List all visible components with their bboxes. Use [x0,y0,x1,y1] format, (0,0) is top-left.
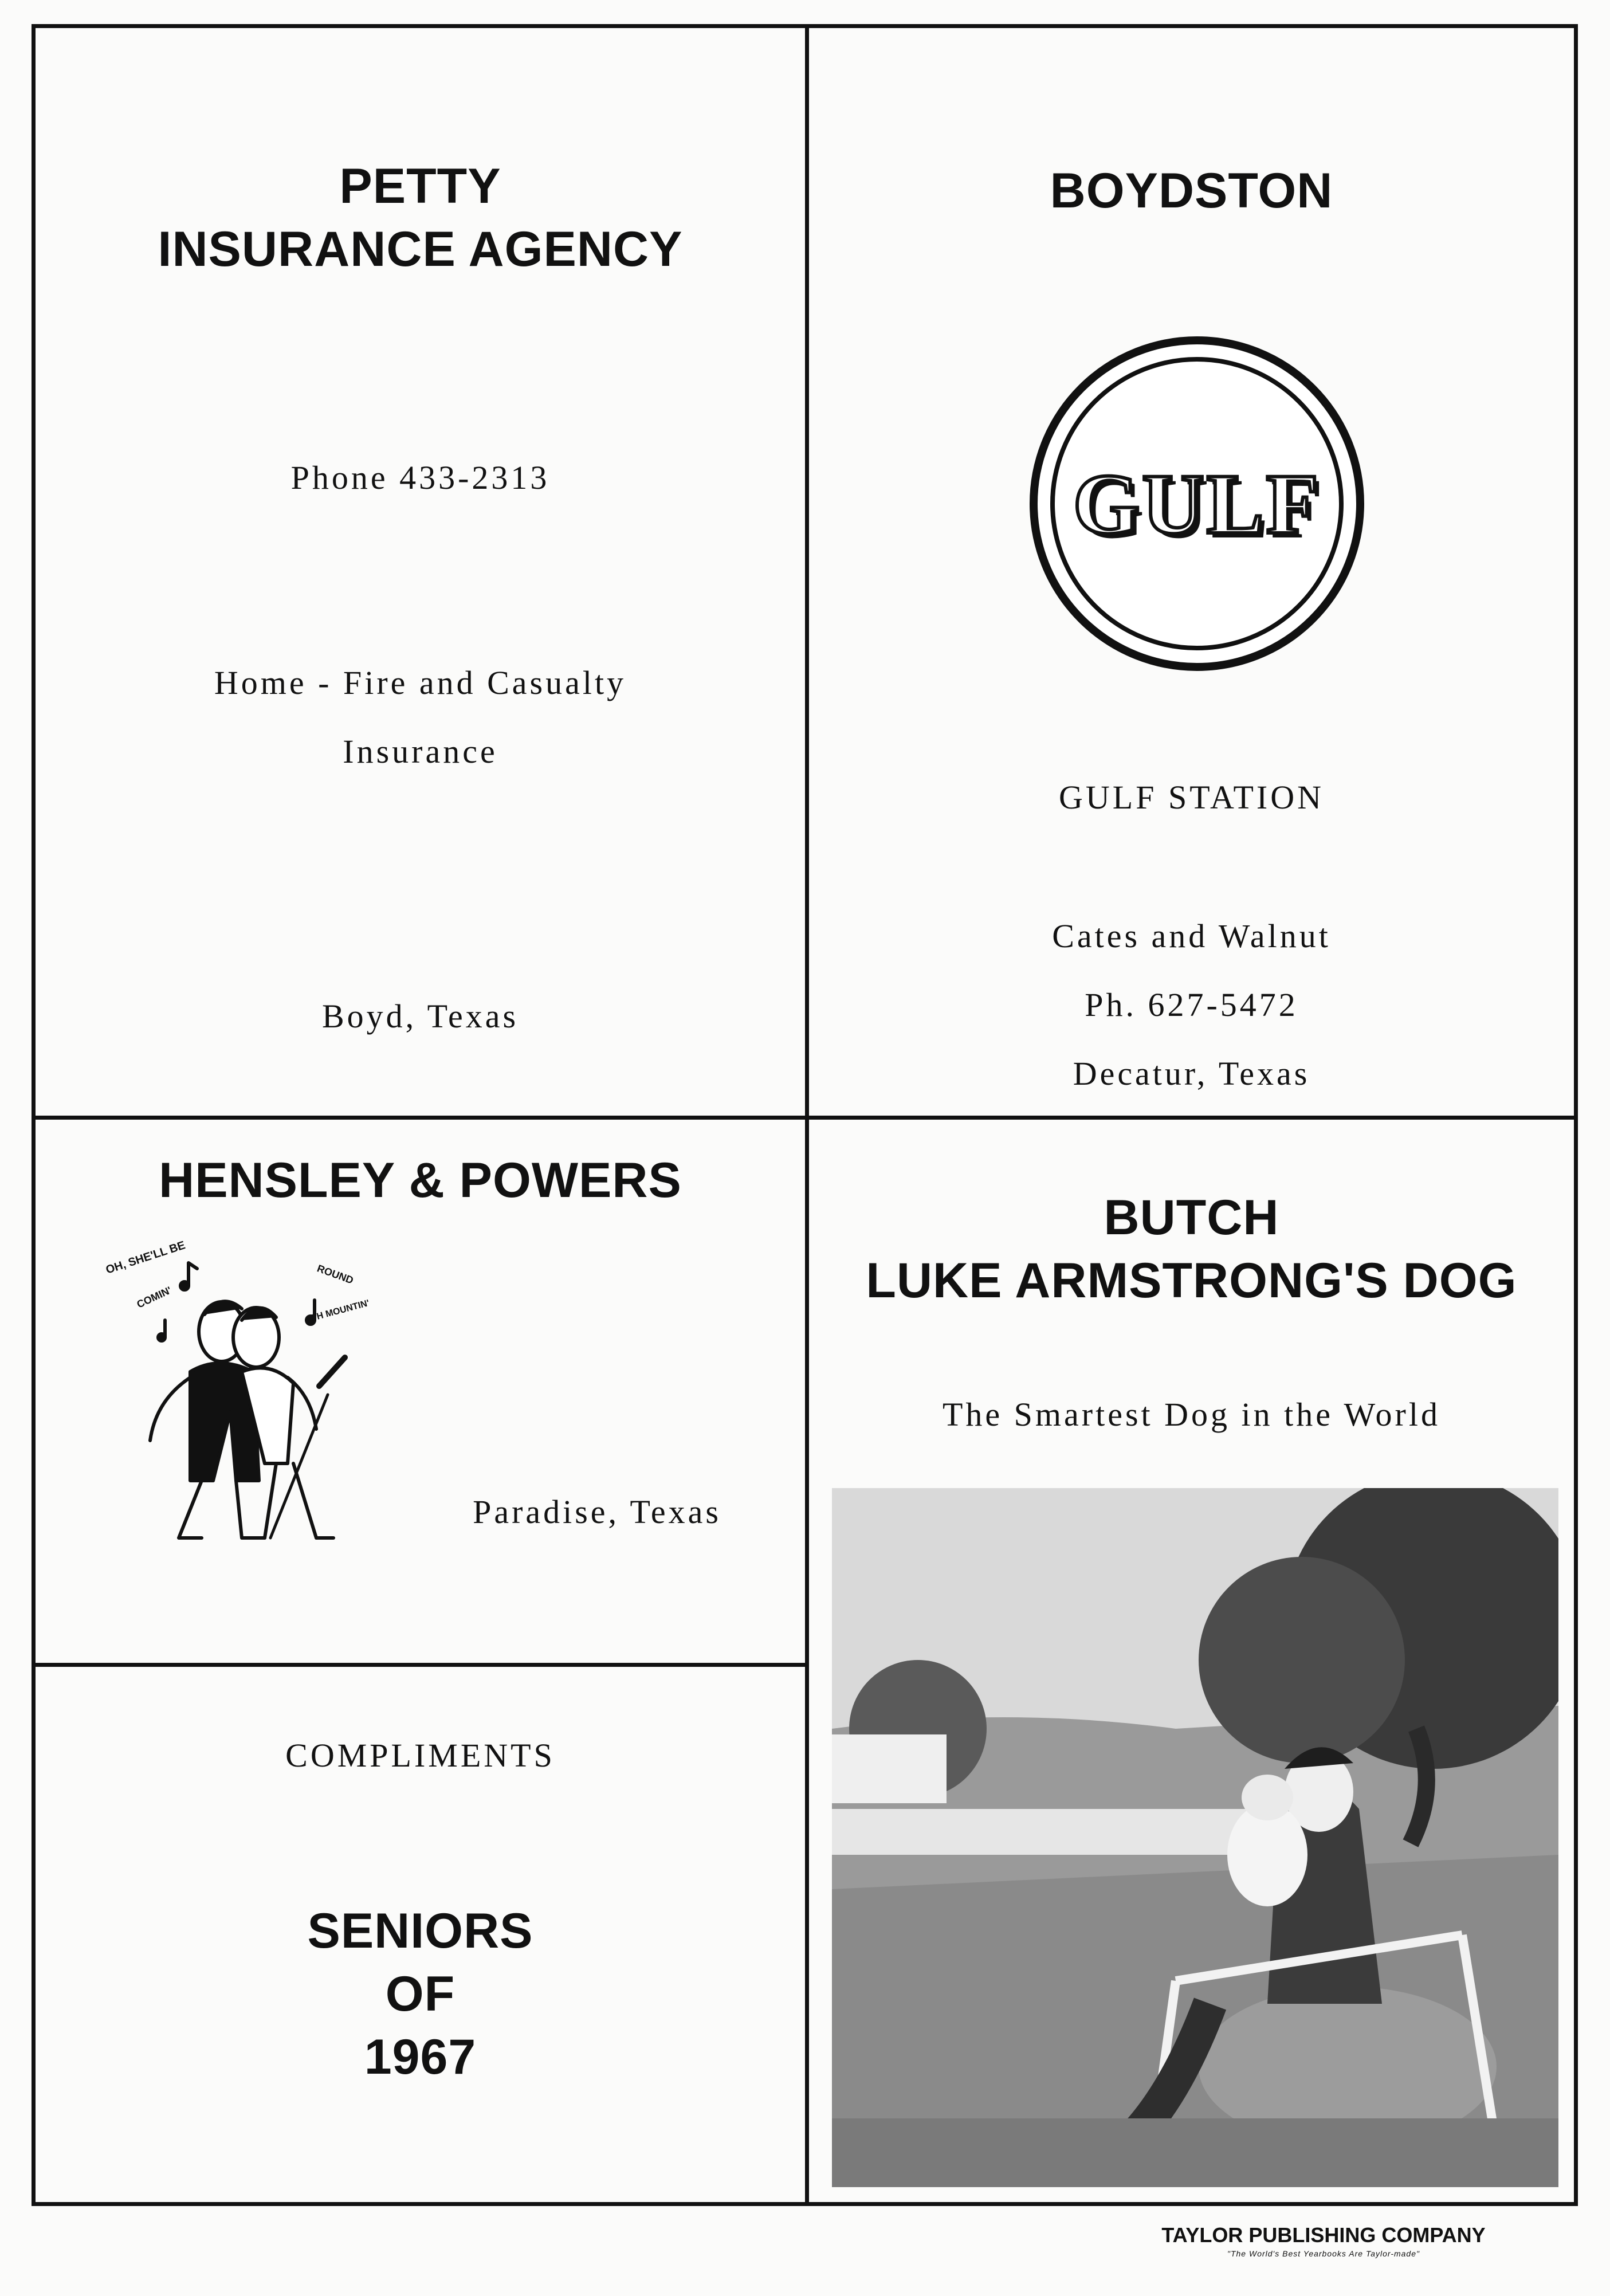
petty-title-line2: INSURANCE AGENCY [158,222,683,277]
ad-boydston-gulf [805,24,1578,1120]
publisher-slogan: "The World's Best Yearbooks Are Taylor-made" [1227,2249,1420,2258]
gulf-logo-text: GULF [1073,457,1321,552]
seniors-compliments: COMPLIMENTS [285,1737,555,1774]
lyric-3: ROUND [315,1262,355,1286]
seniors-line1: SENIORS [307,1903,533,1959]
ad-petty-insurance [32,24,809,1120]
petty-title-line1: PETTY [339,159,501,214]
ad-butch-dog [805,1116,1578,2206]
petty-services-line1: Home - Fire and Casualty [214,664,627,701]
hensley-title: HENSLEY & POWERS [159,1153,682,1208]
hensley-location: Paradise, Texas [473,1493,721,1530]
publisher-name: TAYLOR PUBLISHING COMPANY [1161,2223,1486,2247]
petty-location: Boyd, Texas [321,998,519,1035]
boydston-title: BOYDSTON [1050,163,1333,218]
ad-hensley-powers [32,1116,809,1667]
dog-photo [832,1488,1558,2187]
lyric-2: COMIN' [135,1284,174,1310]
lyric-4: TH MOUNTIN' [310,1298,371,1324]
gulf-logo [1028,335,1366,673]
seniors-line3: 1967 [364,2030,477,2085]
butch-title-line1: BUTCH [1104,1190,1279,1245]
ad-seniors-1967 [32,1663,809,2206]
butch-tagline: The Smartest Dog in the World [943,1396,1440,1433]
petty-phone: Phone 433-2313 [290,459,550,496]
boydston-phone: Ph. 627-5472 [1085,986,1298,1023]
petty-services-line2: Insurance [343,733,498,770]
butch-title-line2: LUKE ARMSTRONG'S DOG [866,1253,1517,1308]
boydston-station: GULF STATION [1059,779,1324,816]
hillbilly-cartoon [104,1239,402,1549]
boydston-address: Cates and Walnut [1052,917,1331,955]
lyric-1: OH, SHE'LL BE [104,1239,187,1277]
boydston-location: Decatur, Texas [1073,1055,1310,1092]
seniors-line2: OF [385,1967,455,2022]
